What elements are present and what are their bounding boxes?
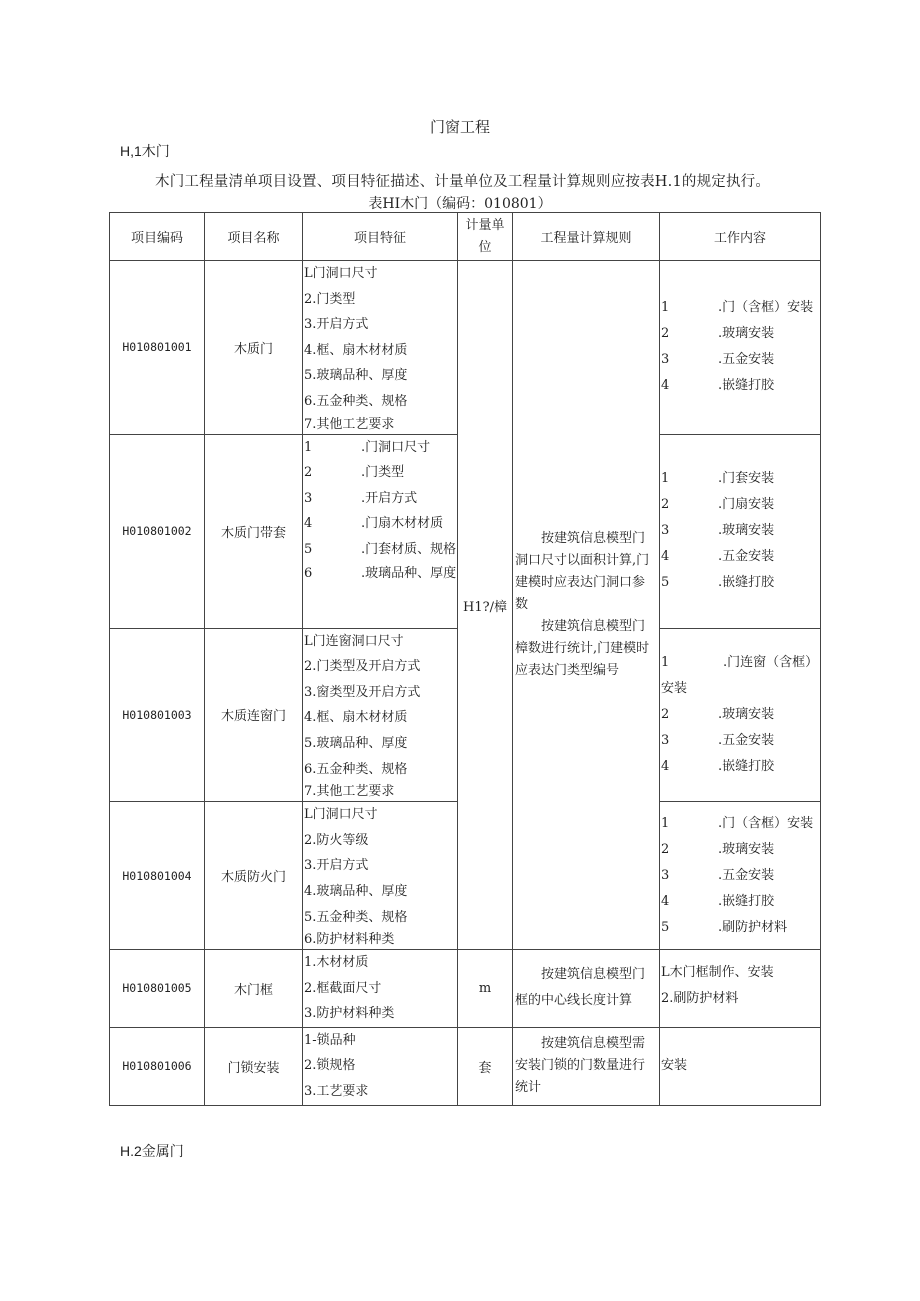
work-content xyxy=(660,950,821,1028)
work-content xyxy=(660,628,821,802)
intro-paragraph: 木门工程量清单项目设置、项目特征描述、计量单位及工程量计算规则应按表H.1的规定执行。 xyxy=(155,174,771,190)
rule-paragraph: 按建筑信息模型门框的中心线长度计算 xyxy=(515,967,646,1009)
feature-line: 3.开启方式 xyxy=(304,858,369,874)
feature-line: 2.框截面尺寸 xyxy=(304,980,382,996)
feature-line: 1 .门洞口尺寸 xyxy=(304,439,431,455)
work-line: 3 .五金安装 xyxy=(661,732,775,748)
item-unit: 套 xyxy=(458,1027,513,1105)
section-heading-h2: H.2金属门 xyxy=(120,1143,184,1159)
item-name: 门锁安装 xyxy=(205,1027,303,1105)
table-caption: 表HI木门（编码：010801） xyxy=(368,196,552,212)
feature-line: 7.其他工艺要求 xyxy=(304,416,395,432)
work-line: 4 .嵌缝打胶 xyxy=(661,378,775,394)
section-heading-h1: H,1木门 xyxy=(120,143,170,159)
feature-line: 4.玻璃品种、厚度 xyxy=(304,883,408,899)
feature-line: L门洞口尺寸 xyxy=(304,266,378,281)
work-line: 4 .五金安装 xyxy=(661,549,775,565)
header-features: 项目特征 xyxy=(303,213,458,261)
work-line: 2.刷防护材料 xyxy=(661,991,739,1007)
feature-line: 3.防护材料种类 xyxy=(304,1006,395,1022)
work-line: 4 .嵌缝打胶 xyxy=(661,893,775,909)
work-line: 1 .门（含框）安装 xyxy=(661,300,814,316)
calculation-rule xyxy=(513,1027,660,1105)
table-row xyxy=(110,261,821,435)
feature-line: 4.框、扇木材材质 xyxy=(304,710,408,726)
feature-line: 2 .门类型 xyxy=(304,465,405,481)
feature-line: L门洞口尺寸 xyxy=(304,807,378,823)
table-row xyxy=(110,950,821,1028)
feature-line: 6.五金种类、规格 xyxy=(304,761,408,777)
item-features xyxy=(303,434,458,628)
work-content xyxy=(660,802,821,950)
feature-line: 3.开启方式 xyxy=(304,317,369,333)
work-line: 2 .玻璃安装 xyxy=(661,706,775,722)
feature-line: 2.防火等级 xyxy=(304,832,369,848)
item-name: 木质门 xyxy=(205,261,303,435)
feature-line: 1.木材材质 xyxy=(304,955,369,971)
work-line: 3 .玻璃安装 xyxy=(661,523,775,539)
item-code: H010801003 xyxy=(110,628,205,802)
feature-line: 5 .门套材质、规格 xyxy=(304,541,457,557)
calculation-rule xyxy=(513,950,660,1028)
feature-line: 6 .玻璃品种、厚度 xyxy=(304,565,457,581)
item-features xyxy=(303,628,458,802)
item-code: H010801001 xyxy=(110,261,205,435)
work-line: L木门框制作、安装 xyxy=(661,965,774,981)
feature-line: 5.五金种类、规格 xyxy=(304,909,408,925)
work-line: 5 .嵌缝打胶 xyxy=(661,575,775,591)
work-line: 5 .刷防护材料 xyxy=(661,919,788,935)
page-title: 门窗工程 xyxy=(429,118,490,136)
work-line: 3 .五金安装 xyxy=(661,352,775,368)
work-line: 1 .门连窗（含框）安装 xyxy=(661,654,819,696)
work-line: 1 .门（含框）安装 xyxy=(661,815,814,831)
table-header-row xyxy=(110,213,821,261)
work-content xyxy=(660,261,821,435)
feature-line: 2.门类型 xyxy=(304,291,356,307)
feature-line: L门连窗洞口尺寸 xyxy=(304,633,404,649)
item-name: 木质门带套 xyxy=(205,434,303,628)
rule-paragraph: 按建筑信息模型需安装门锁的门数量进行统计 xyxy=(515,1036,646,1096)
feature-line: 5.玻璃品种、厚度 xyxy=(304,735,408,751)
rule-paragraph: 按建筑信息模型门樟数进行统计,门建模时应表达门类型编号 xyxy=(515,619,650,679)
feature-line: 6.五金种类、规格 xyxy=(304,393,408,409)
work-line: 3 .五金安装 xyxy=(661,867,775,883)
feature-line: 6.防护材料种类 xyxy=(304,932,395,948)
header-name: 项目名称 xyxy=(205,213,303,261)
item-code: H010801005 xyxy=(110,950,205,1028)
header-rule: 工程量计算规则 xyxy=(513,213,660,261)
header-work: 工作内容 xyxy=(660,213,821,261)
feature-line: 3.工艺要求 xyxy=(304,1084,369,1100)
item-code: H010801006 xyxy=(110,1027,205,1105)
work-content xyxy=(660,434,821,628)
feature-line: 3.窗类型及开启方式 xyxy=(304,684,421,700)
item-code: H010801004 xyxy=(110,802,205,950)
header-code: 项目编码 xyxy=(110,213,205,261)
feature-line: 3 .开启方式 xyxy=(304,490,418,506)
feature-line: 4 .门扇木材材质 xyxy=(304,516,444,532)
table-row xyxy=(110,1027,821,1105)
header-unit: 计量单位 xyxy=(458,213,513,261)
item-unit: m xyxy=(458,950,513,1028)
work-line: 4 .嵌缝打胶 xyxy=(661,758,775,774)
item-name: 木质防火门 xyxy=(205,802,303,950)
work-line: 2 .门扇安装 xyxy=(661,497,775,513)
rule-paragraph: 按建筑信息模型门洞口尺寸以面积计算,门建模时应表达门洞口参数 xyxy=(515,531,650,613)
work-line: 2 .玻璃安装 xyxy=(661,841,775,857)
calculation-rule xyxy=(513,261,660,950)
work-line: 2 .玻璃安装 xyxy=(661,326,775,342)
feature-line: 2.锁规格 xyxy=(304,1058,356,1074)
work-line: 1 .门套安装 xyxy=(661,471,775,487)
feature-line: 7.其他工艺要求 xyxy=(304,784,395,800)
item-unit: H1?/樟 xyxy=(458,261,513,950)
work-line: 安装 xyxy=(661,1058,688,1074)
item-features xyxy=(303,802,458,950)
work-content xyxy=(660,1027,821,1105)
feature-line: 4.框、扇木材材质 xyxy=(304,342,408,358)
feature-line: 2.门类型及开启方式 xyxy=(304,659,421,675)
item-features xyxy=(303,261,458,435)
item-name: 木门框 xyxy=(205,950,303,1028)
item-features xyxy=(303,950,458,1028)
item-features xyxy=(303,1027,458,1105)
wood-door-table xyxy=(109,212,821,1106)
item-code: H010801002 xyxy=(110,434,205,628)
feature-line: 1-锁品种 xyxy=(304,1032,356,1048)
feature-line: 5.玻璃品种、厚度 xyxy=(304,368,408,384)
item-name: 木质连窗门 xyxy=(205,628,303,802)
